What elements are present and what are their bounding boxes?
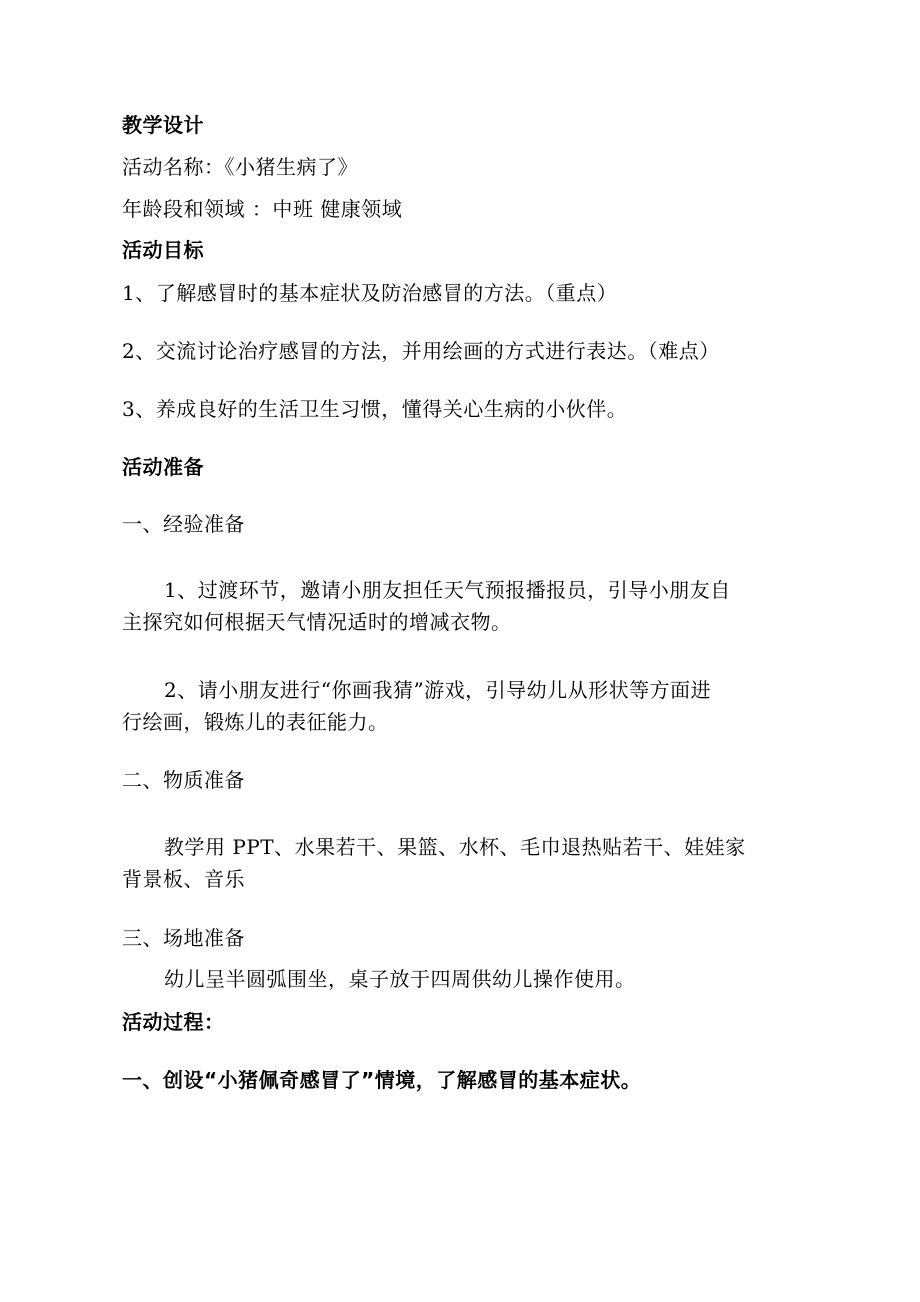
age-and-domain: 年龄段和领域 ：中班 健康领域: [122, 197, 403, 221]
activity-name: 活动名称：《小猪生病了》: [122, 155, 358, 179]
prep-heading: 活动准备: [122, 455, 204, 479]
prep-experience-item-1-line-2: 主探究如何根据天气情况适时的增减衣物。: [122, 610, 512, 634]
prep-material-line-2: 背景板、音乐: [122, 867, 245, 891]
prep-experience-item-2-line-1: 2、请小朋友进行“你画我猜”游戏，引导幼儿从形状等方面进: [164, 678, 712, 702]
prep-venue-text: 幼儿呈半圆弧围坐，桌子放于四周供幼儿操作使用。: [164, 967, 636, 991]
goal-item: 3、养成良好的生活卫生习惯，懂得关心生病的小伙伴。: [122, 397, 628, 421]
prep-experience-item-1-line-1: 1、过渡环节，邀请小朋友担任天气预报播报员，引导小朋友自: [164, 578, 731, 602]
process-step-1: 一、创设“小猪佩奇感冒了”情境，了解感冒的基本症状。: [122, 1068, 642, 1092]
prep-venue-heading: 三、场地准备: [122, 926, 245, 950]
document-heading: 教学设计: [122, 113, 204, 137]
prep-material-line-1: 教学用 PPT、水果若干、果篮、水杯、毛巾退热贴若干、娃娃家: [164, 835, 746, 859]
process-heading: 活动过程：: [122, 1010, 225, 1034]
prep-material-heading: 二、物质准备: [122, 768, 245, 792]
goals-heading: 活动目标: [122, 238, 204, 262]
prep-experience-heading: 一、经验准备: [122, 512, 245, 536]
goal-item: 2、交流讨论治疗感冒的方法，并用绘画的方式进行表达。（难点）: [122, 339, 720, 363]
prep-experience-item-2-line-2: 行绘画，锻炼儿的表征能力。: [122, 710, 389, 734]
goal-item: 1、了解感冒时的基本症状及防治感冒的方法。（重点）: [122, 281, 618, 305]
